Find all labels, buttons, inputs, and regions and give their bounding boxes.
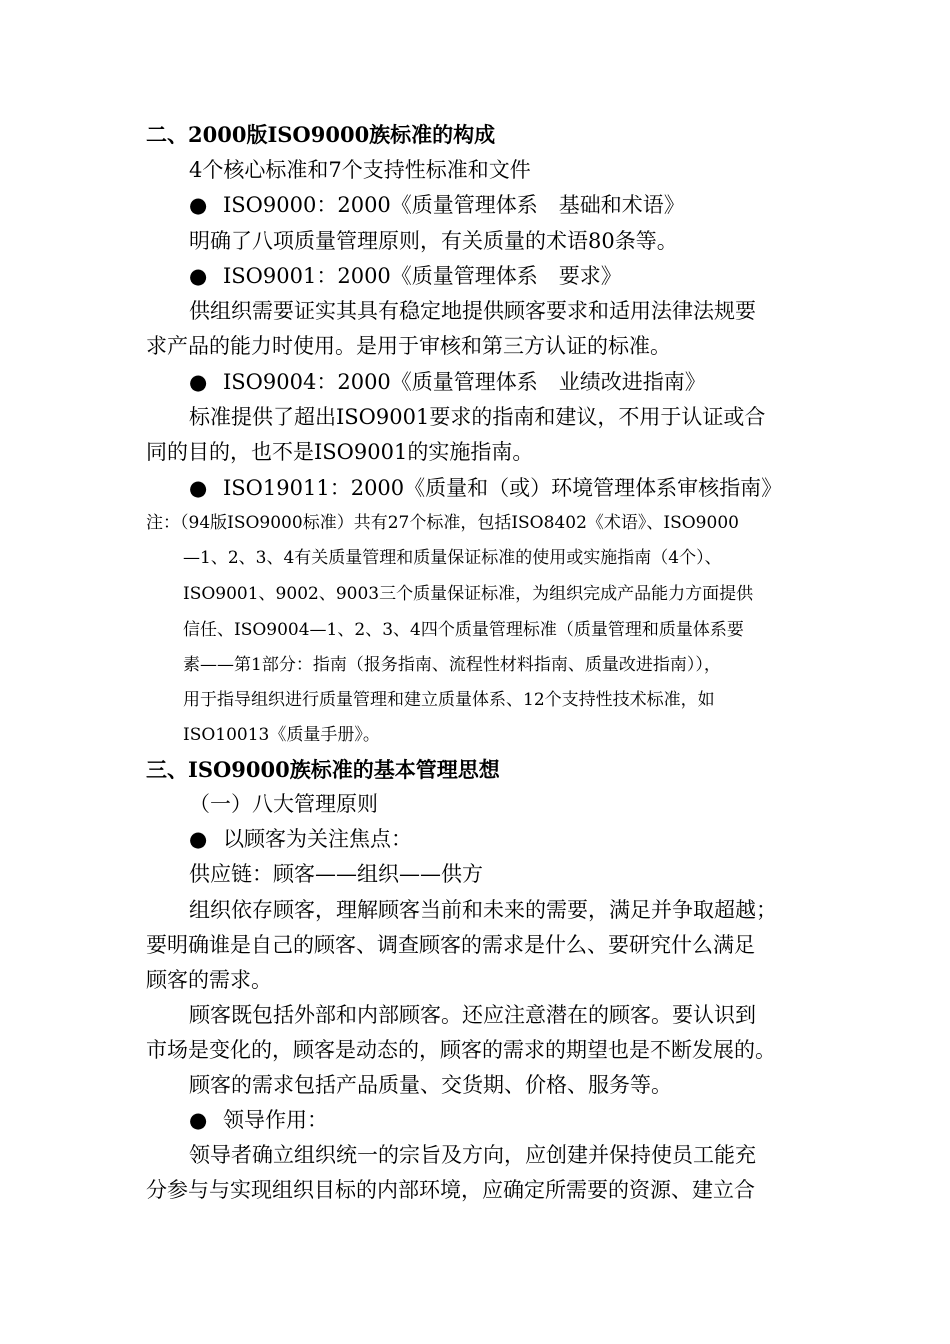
bullet-item-iso19011	[189, 476, 782, 501]
note-line: ISO10013《质量手册》。	[183, 725, 380, 745]
paragraph-line: 供应链：顾客——组织——供方	[189, 862, 483, 886]
paragraph-line: 供组织需要证实其具有稳定地提供顾客要求和适用法律法规要	[189, 299, 756, 323]
bullet-icon: ●	[189, 1108, 208, 1132]
note-line: —1、2、3、4有关质量管理和质量保证标准的使用或实施指南（4个）、	[183, 548, 722, 568]
paragraph-line: 顾客的需求包括产品质量、交货期、价格、服务等。	[189, 1073, 672, 1097]
section-intro: 4个核心标准和7个支持性标准和文件	[189, 158, 531, 182]
bullet-title: 以顾客为关注焦点：	[223, 827, 412, 851]
bullet-item-iso9000	[189, 193, 685, 218]
bullet-icon: ●	[189, 827, 208, 851]
paragraph-line: 同的目的，也不是ISO9001的实施指南。	[146, 440, 534, 464]
section-heading-2: 二、2000版ISO9000族标准的构成	[146, 122, 496, 147]
bullet-item-iso9001	[189, 264, 622, 289]
bullet-title: 领导作用：	[223, 1108, 328, 1132]
note-line: ISO9001、9002、9003三个质量保证标准，为组织完成产品能力方面提供	[183, 584, 754, 604]
paragraph-line: 市场是变化的，顾客是动态的，顾客的需求的期望也是不断发展的。	[146, 1038, 776, 1062]
bullet-icon: ●	[189, 193, 208, 217]
subsection-heading: （一）八大管理原则	[189, 792, 378, 816]
paragraph-line: 求产品的能力时使用。是用于审核和第三方认证的标准。	[146, 334, 671, 358]
paragraph-line: 分参与与实现组织目标的内部环境，应确定所需要的资源、建立合	[146, 1178, 755, 1202]
paragraph-line: 顾客既包括外部和内部顾客。还应注意潜在的顾客。要认识到	[189, 1003, 756, 1027]
bullet-icon: ●	[189, 370, 208, 394]
bullet-item-leadership	[189, 1108, 328, 1133]
paragraph-line: 组织依存顾客，理解顾客当前和未来的需要，满足并争取超越；	[189, 898, 777, 922]
bullet-item-iso9004	[189, 370, 706, 395]
bullet-item-customer-focus	[189, 827, 412, 852]
paragraph-line: 要明确谁是自己的顾客、调查顾客的需求是什么、要研究什么满足	[146, 933, 755, 957]
note-line: 素——第1部分：指南（报务指南、流程性材料指南、质量改进指南）），	[183, 655, 721, 675]
paragraph-line: 领导者确立组织统一的宗旨及方向，应创建并保持使员工能充	[189, 1143, 756, 1167]
bullet-title: ISO9000：2000《质量管理体系 基础和术语》	[223, 193, 685, 217]
paragraph-line: 顾客的需求。	[146, 968, 272, 992]
note-line: 注：（94版ISO9000标准）共有27个标准，包括ISO8402《术语》、ISO9000	[146, 513, 739, 533]
paragraph-line: 标准提供了超出ISO9001要求的指南和建议，不用于认证或合	[189, 405, 766, 429]
bullet-title: ISO19011：2000《质量和（或）环境管理体系审核指南》	[223, 476, 783, 500]
paragraph-line: 明确了八项质量管理原则，有关质量的术语80条等。	[189, 229, 678, 253]
bullet-icon: ●	[189, 264, 208, 288]
note-line: 用于指导组织进行质量管理和建立质量体系、12个支持性技术标准，如	[183, 690, 715, 710]
bullet-title: ISO9001：2000《质量管理体系 要求》	[223, 264, 622, 288]
bullet-title: ISO9004：2000《质量管理体系 业绩改进指南》	[223, 370, 706, 394]
bullet-icon: ●	[189, 476, 208, 500]
note-line: 信任、ISO9004—1、2、3、4四个质量管理标准（质量管理和质量体系要	[183, 620, 744, 640]
section-heading-3: 三、ISO9000族标准的基本管理思想	[146, 757, 500, 782]
